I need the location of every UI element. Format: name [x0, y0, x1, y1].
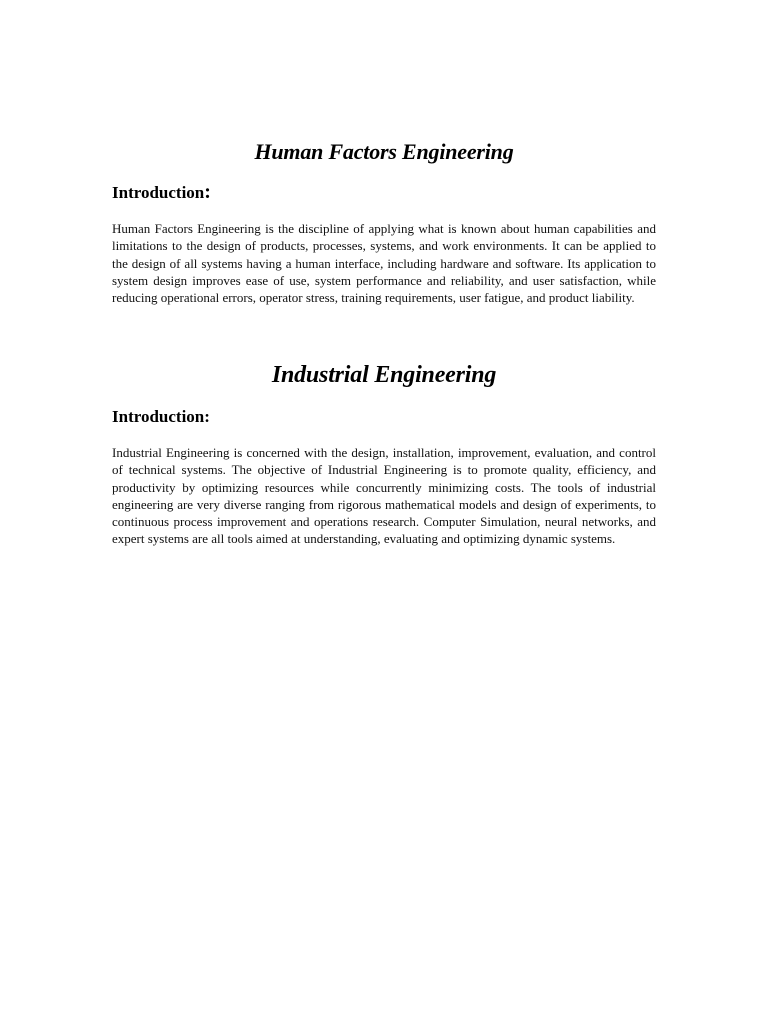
section-title: Industrial Engineering — [271, 362, 497, 388]
section-industrial-engineering — [112, 360, 656, 548]
section-body: Human Factors Engineering is the discipline of applying what is known about human capabilities and limitations to the design of products, processes, systems, and work environments. It can be applied to the design of all systems having a human interface, including hardware and software. Its application to system design improves ease of use, system performance and reliability, and user satisfaction, while reducing operational errors, operator stress, training requirements, user fatigue, and product liability. — [112, 221, 656, 306]
section-body: Industrial Engineering is concerned with the design, installation, improvement, evaluation, and control of technical systems. The objective of Industrial Engineering is to promote quality, efficiency, and productivity by optimizing resources while concurrently minimizing costs. The tools of industrial engineering are very diverse ranging from rigorous mathematical models and design of experiments, to continuous process improvement and operations research. Computer Simulation, neural networks, and expert systems are all tools aimed at understanding, evaluating and optimizing dynamic systems. — [112, 445, 656, 547]
section-subheading: Introduction: — [112, 407, 210, 426]
subheading-text: Introduction — [112, 183, 205, 202]
section-human-factors — [112, 138, 656, 306]
subheading-colon: : — [204, 181, 211, 203]
section-subheading — [112, 181, 656, 204]
section-title: Human Factors Engineering — [254, 139, 514, 164]
